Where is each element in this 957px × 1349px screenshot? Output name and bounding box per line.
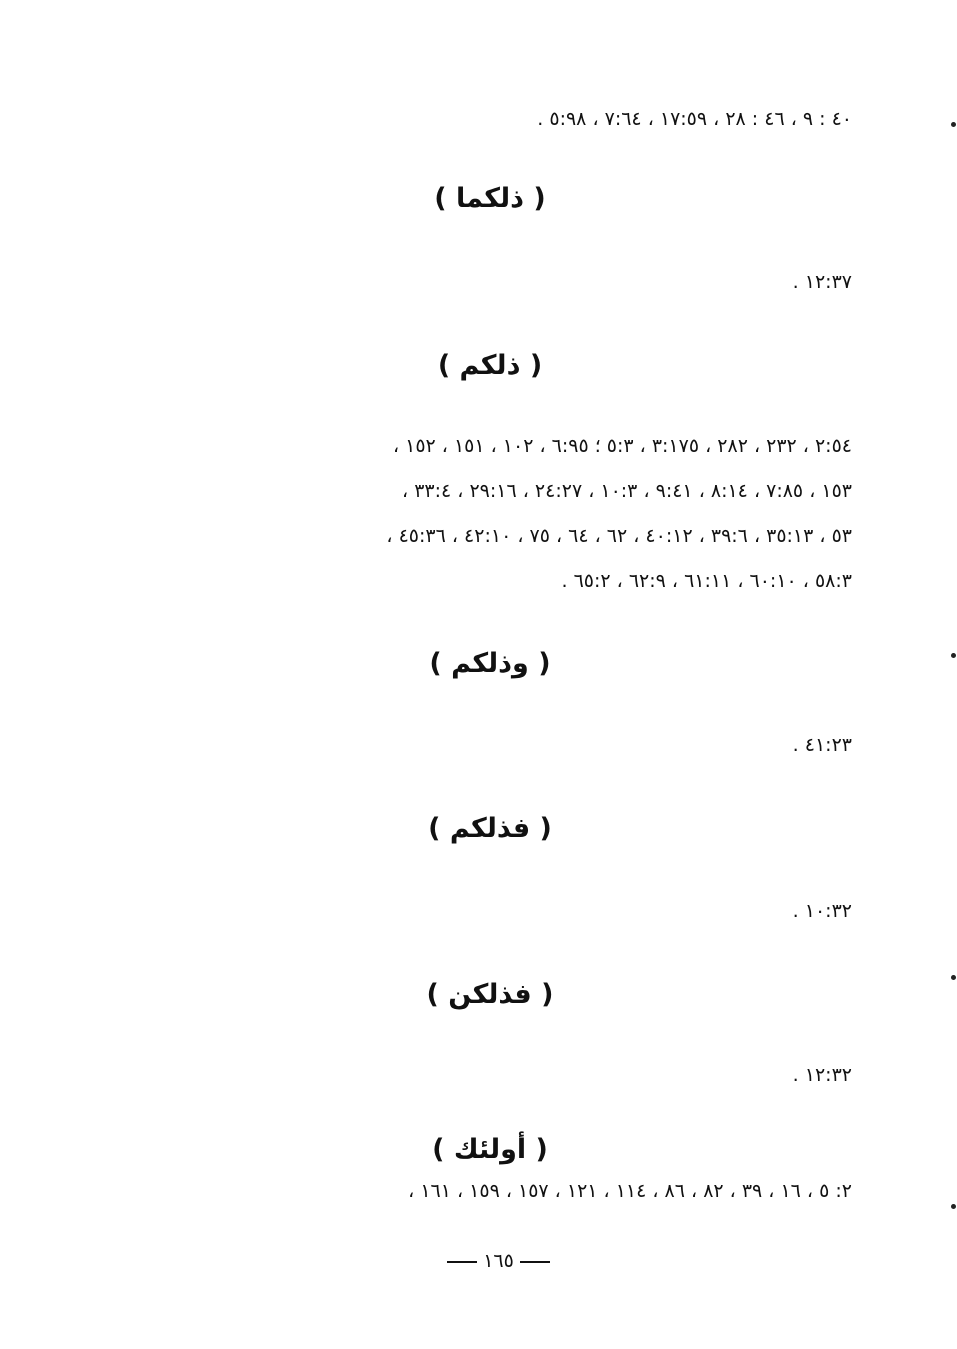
reference-line: ٤٠ : ٩ ، ٤٦ : ٢٨ ، ١٧:٥٩ ، ٧:٦٤ ، ٥:٩٨ . [537, 108, 852, 130]
entry-heading: ( فذلكم ) [428, 813, 552, 844]
reference-line: ٥٨:٣ ، ٦٠:١٠ ، ٦١:١١ ، ٦٢:٩ ، ٦٥:٢ . [561, 570, 852, 592]
reference-line: ٥٣ ، ٣٥:١٣ ، ٣٩:٦ ، ٤٠:١٢ ، ٦٢ ، ٦٤ ، ٧٥ ، ٤٢:١٠ ، ٤٥:٣٦ ، [386, 525, 852, 547]
page-number [0, 1250, 957, 1272]
reference-paragraph [122, 424, 852, 604]
scan-speck [951, 1204, 956, 1209]
scan-speck [951, 653, 956, 658]
reference-line: ١٥٣ ، ٧:٨٥ ، ٨:١٤ ، ٩:٤١ ، ١٠:٣ ، ٢٤:٢٧ ، ٢٩:١٦ ، ٣٣:٤ ، [402, 480, 852, 502]
entry-heading: ( ذلكم ) [437, 350, 543, 381]
dash-decoration [520, 1261, 550, 1263]
scan-speck [951, 122, 956, 127]
entry-heading: ( أولئك ) [432, 1134, 548, 1165]
dash-decoration [447, 1261, 477, 1263]
entry-heading: ( وذلكم ) [429, 648, 551, 679]
entry-heading: ( ذلكما ) [434, 183, 546, 214]
reference-line: ٢:٥٤ ، ٢٣٢ ، ٢٨٢ ، ٣:١٧٥ ، ٥:٣ ؛ ٦:٩٥ ، ١٠٢ ، ١٥١ ، ١٥٢ ، [392, 435, 852, 457]
reference-line: ١٢:٣٢ . [792, 1064, 852, 1086]
entry-heading: ( فذلكن ) [426, 979, 554, 1010]
reference-line: ١٢:٣٧ . [792, 271, 852, 293]
scan-speck [951, 975, 956, 980]
reference-line: ٤١:٢٣ . [792, 734, 852, 756]
reference-line: ٢: ٥ ، ١٦ ، ٣٩ ، ٨٢ ، ٨٦ ، ١١٤ ، ١٢١ ، ١٥٧ ، ١٥٩ ، ١٦١ ، [408, 1180, 852, 1202]
reference-line: ١٠:٣٢ . [792, 900, 852, 922]
page-number-value: ١٦٥ [483, 1250, 514, 1272]
